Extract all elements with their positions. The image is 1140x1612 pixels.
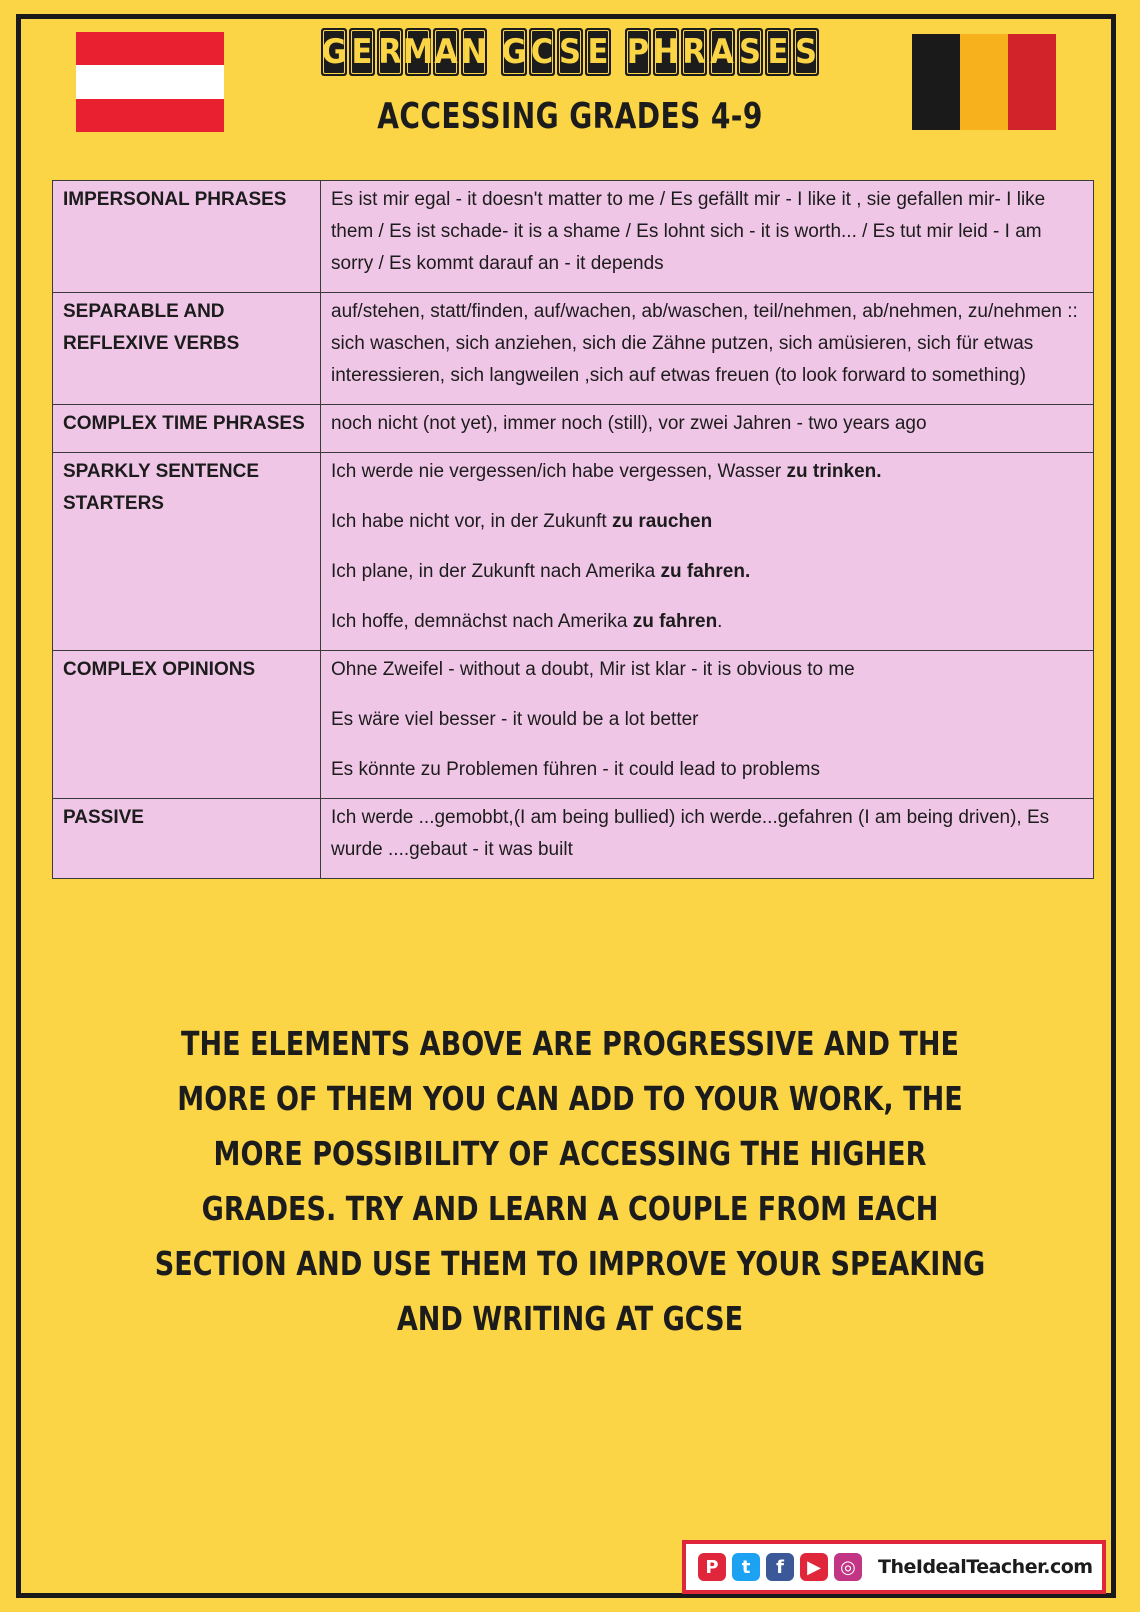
site-link[interactable]: TheIdealTeacher.com: [878, 1556, 1093, 1578]
phrase-text: .: [717, 611, 723, 632]
pinterest-icon[interactable]: P: [698, 1553, 726, 1581]
title-letter-tile: G: [321, 28, 347, 76]
title-letter-tile: A: [433, 28, 459, 76]
phrase-line: [331, 606, 1083, 638]
phrase-text: Ich habe nicht vor, in der Zukunft: [331, 511, 612, 532]
title-letter-tile: M: [405, 28, 431, 76]
category-cell: COMPLEX OPINIONS: [53, 651, 321, 799]
phrases-table: [52, 180, 1094, 879]
title-letter-tile: E: [585, 28, 611, 76]
title-letter-tile: H: [653, 28, 679, 76]
phrase-line: [331, 184, 1083, 280]
phrase-line: [331, 654, 1083, 686]
page-title: [270, 24, 870, 80]
title-word: [500, 28, 612, 76]
category-cell: COMPLEX TIME PHRASES: [53, 405, 321, 453]
phrase-line: [331, 556, 1083, 588]
phrase-line: [331, 754, 1083, 786]
phrases-cell: [321, 799, 1094, 879]
phrase-text: Es ist mir egal - it doesn't matter to me / Es gefällt mir - I like it , sie gefallen mir- I like them / Es ist schade- it is a shame / Es lohnt sich - it is worth... / Es tut mir leid - I am sorry / Es kommt darauf an - it depends: [331, 189, 1046, 274]
title-letter-tile: S: [557, 28, 583, 76]
category-cell: IMPERSONAL PHRASES: [53, 181, 321, 293]
title-letter-tile: A: [709, 28, 735, 76]
phrase-emphasis: zu trinken.: [786, 461, 882, 482]
table-row: [53, 181, 1094, 293]
title-word: [624, 28, 820, 76]
title-letter-tile: R: [377, 28, 403, 76]
phrase-text: auf/stehen, statt/finden, auf/wachen, ab/waschen, teil/nehmen, ab/nehmen, zu/nehmen :: sich waschen, sich anziehen, sich die Zähne putzen, sich amüsieren, sich für etwas interessieren, sich langweilen ,sich auf etwas freuen (to look forward to something): [331, 301, 1078, 386]
facebook-icon[interactable]: f: [766, 1553, 794, 1581]
title-letter-tile: S: [793, 28, 819, 76]
phrase-line: [331, 456, 1083, 488]
phrase-text: Ich plane, in der Zukunft nach Amerika: [331, 561, 661, 582]
table-row: [53, 293, 1094, 405]
title-letter-tile: G: [501, 28, 527, 76]
table-row: [53, 799, 1094, 879]
title-letter-tile: E: [765, 28, 791, 76]
social-footer: [682, 1540, 1106, 1594]
category-cell: PASSIVE: [53, 799, 321, 879]
phrase-text: Ohne Zweifel - without a doubt, Mir ist klar - it is obvious to me: [331, 659, 855, 680]
phrase-text: noch nicht (not yet), immer noch (still), vor zwei Jahren - two years ago: [331, 413, 927, 434]
phrases-cell: [321, 293, 1094, 405]
phrase-line: [331, 506, 1083, 538]
phrases-cell: [321, 651, 1094, 799]
phrase-line: [331, 408, 1083, 440]
title-letter-tile: N: [461, 28, 487, 76]
title-letter-tile: E: [349, 28, 375, 76]
advice-paragraph: THE ELEMENTS ABOVE ARE PROGRESSIVE AND THE MORE OF THEM YOU CAN ADD TO YOUR WORK, THE MORE POSSIBILITY OF ACCESSING THE HIGHER GRADES. TRY AND LEARN A COUPLE FROM EACH SECTION AND USE THEM TO IMPROVE YOUR SPEAKING AND WRITING AT GCSE: [154, 1024, 986, 1338]
phrases-cell: [321, 405, 1094, 453]
phrase-line: [331, 296, 1083, 392]
phrase-emphasis: zu rauchen: [611, 511, 713, 532]
title-word: [320, 28, 488, 76]
phrases-cell: [321, 181, 1094, 293]
phrase-text: Ich hoffe, demnächst nach Amerika: [331, 611, 633, 632]
category-cell: SEPARABLE AND REFLEXIVE VERBS: [53, 293, 321, 405]
phrase-text: Ich werde ...gemobbt,(I am being bullied) ich werde...gefahren (I am being driven), Es wurde ....gebaut - it was built: [331, 807, 1050, 860]
phrase-text: Ich werde nie vergessen/ich habe vergessen, Wasser: [331, 461, 787, 482]
twitter-icon[interactable]: t: [732, 1553, 760, 1581]
phrase-line: [331, 802, 1083, 866]
phrase-text: Es wäre viel besser - it would be a lot better: [331, 709, 699, 730]
category-cell: SPARKLY SENTENCE STARTERS: [53, 453, 321, 651]
title-letter-tile: C: [529, 28, 555, 76]
table-row: [53, 453, 1094, 651]
phrase-emphasis: zu fahren: [632, 611, 718, 632]
phrase-line: [331, 704, 1083, 736]
title-letter-tile: P: [625, 28, 651, 76]
page-subtitle: ACCESSING GRADES 4-9: [377, 96, 763, 137]
phrase-emphasis: zu fahren.: [660, 561, 751, 582]
title-letter-tile: S: [737, 28, 763, 76]
table-row: [53, 651, 1094, 799]
title-letter-tile: R: [681, 28, 707, 76]
instagram-icon[interactable]: ◎: [834, 1553, 862, 1581]
phrase-text: Es könnte zu Problemen führen - it could lead to problems: [331, 759, 820, 780]
table-row: [53, 405, 1094, 453]
phrases-cell: [321, 453, 1094, 651]
youtube-icon[interactable]: ▶: [800, 1553, 828, 1581]
